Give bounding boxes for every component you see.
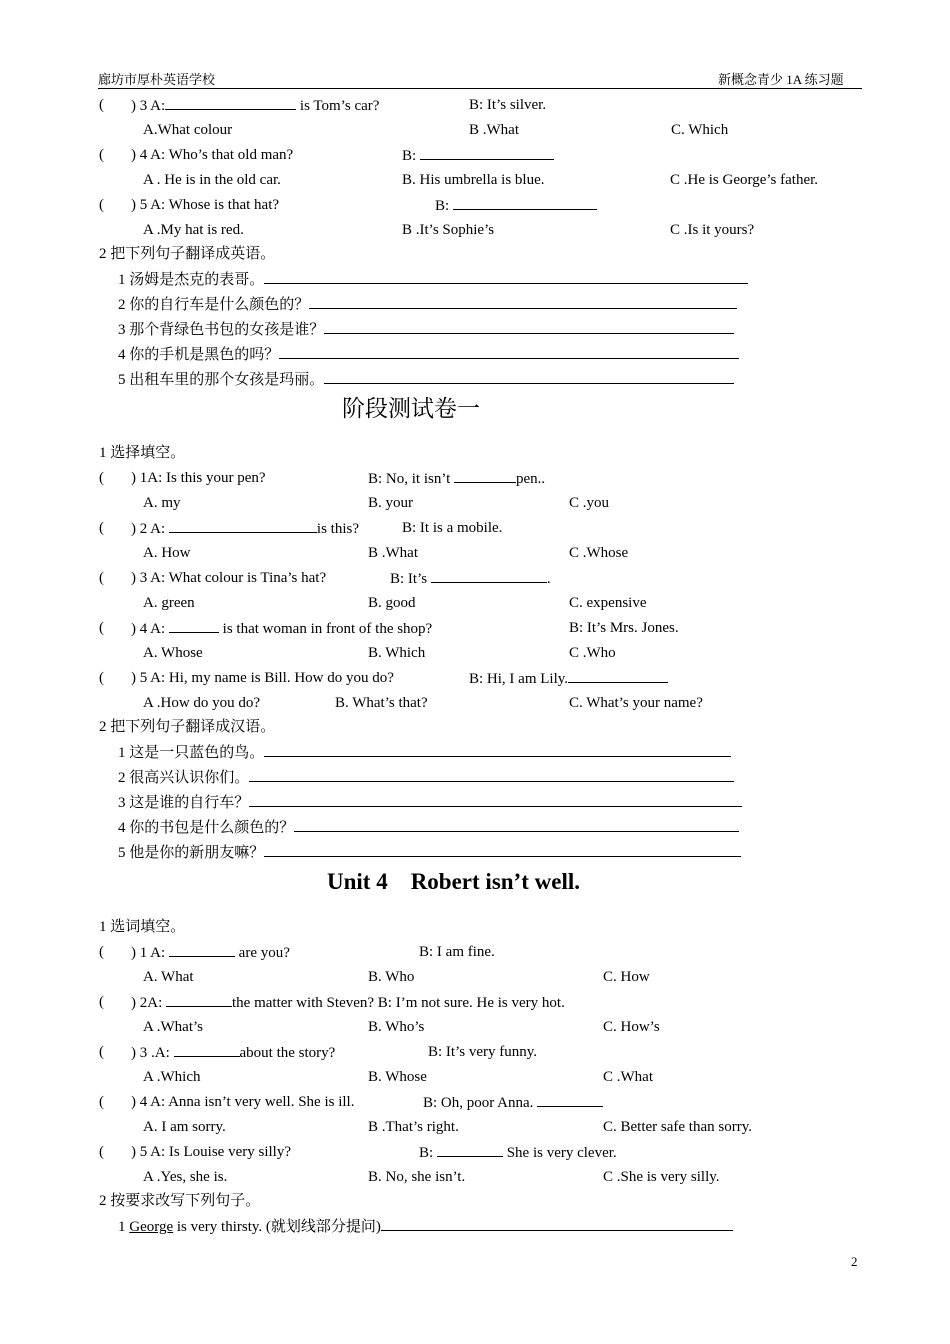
- option-a: A .How do you do?: [143, 695, 261, 711]
- option-b: B. Who’s: [368, 1019, 425, 1035]
- test1-title: 阶段测试卷一: [342, 396, 480, 421]
- option-b: B. Who: [368, 969, 415, 985]
- response-text: B: It’s Mrs. Jones.: [569, 620, 679, 636]
- option-c: C. What’s your name?: [569, 695, 703, 711]
- underlined-word: George: [129, 1219, 174, 1235]
- answer-line[interactable]: [249, 793, 742, 807]
- answer-bracket[interactable]: (: [99, 994, 104, 1010]
- question-text: ) 5 A: Hi, my name is Bill. How do you do?: [131, 670, 394, 686]
- question-text: ) 5 A: Is Louise very silly?: [131, 1144, 291, 1160]
- unit4-part1-title: 1 选词填空。: [99, 919, 186, 935]
- option-b: B. His umbrella is blue.: [402, 172, 545, 188]
- header-divider: [98, 88, 862, 89]
- response-text: B: It’s .: [390, 571, 551, 587]
- question-text: ) 4 A: Who’s that old man?: [131, 147, 294, 163]
- option-c: C .She is very silly.: [603, 1169, 720, 1185]
- translation-item: 5 他是你的新朋友嘛？: [118, 843, 741, 862]
- answer-blank[interactable]: [454, 469, 516, 483]
- answer-bracket[interactable]: (: [99, 197, 104, 213]
- option-b: B. good: [368, 595, 416, 611]
- option-a: A.What colour: [143, 122, 233, 138]
- option-b: B. What’s that?: [335, 695, 428, 711]
- answer-bracket[interactable]: (: [99, 147, 104, 163]
- question-text: ) 1A: Is this your pen?: [131, 470, 266, 486]
- option-b: B. your: [368, 495, 413, 511]
- option-c: C .Who: [569, 645, 616, 661]
- answer-blank[interactable]: [174, 1043, 240, 1057]
- option-a: A .Which: [143, 1069, 201, 1085]
- response-text: B: No, it isn’t pen..: [368, 471, 546, 487]
- test1-part1-title: 1 选择填空。: [99, 445, 186, 461]
- option-b: B. Which: [368, 645, 426, 661]
- answer-line[interactable]: [264, 743, 731, 757]
- option-a: A . He is in the old car.: [143, 172, 281, 188]
- response-text: B: She is very clever.: [419, 1145, 617, 1161]
- answer-bracket[interactable]: (: [99, 620, 104, 636]
- option-c: C .you: [569, 495, 610, 511]
- question-text: ) 1 A: are you?: [131, 945, 290, 961]
- page-number: 2: [851, 1254, 858, 1269]
- option-b: B. Whose: [368, 1069, 427, 1085]
- option-c: C. How: [603, 969, 650, 985]
- answer-bracket[interactable]: (: [99, 670, 104, 686]
- translation-item: 1 汤姆是杰克的表哥。: [118, 270, 748, 289]
- option-c: C. expensive: [569, 595, 647, 611]
- translation-item: 2 很高兴认识你们。: [118, 768, 734, 787]
- answer-line[interactable]: [249, 768, 734, 782]
- question-text: ) 4 A: is that woman in front of the shop?: [131, 621, 433, 637]
- question-text: ) 2A: the matter with Steven? B: I’m not sure. He is very hot.: [131, 995, 565, 1011]
- option-a: A .Yes, she is.: [143, 1169, 228, 1185]
- option-a: A. my: [143, 495, 181, 511]
- response-text: B: It’s silver.: [469, 97, 547, 113]
- answer-line[interactable]: [294, 818, 739, 832]
- answer-line[interactable]: [264, 843, 741, 857]
- option-a: A. I am sorry.: [143, 1119, 226, 1135]
- question-text: ) 4 A: Anna isn’t very well. She is ill.: [131, 1094, 355, 1110]
- answer-bracket[interactable]: (: [99, 944, 104, 960]
- answer-blank[interactable]: [437, 1143, 503, 1157]
- translation-item: 4 你的书包是什么颜色的？: [118, 818, 739, 837]
- option-c: C .What: [603, 1069, 653, 1085]
- test1-part2-title: 2 把下列句子翻译成汉语。: [99, 719, 276, 735]
- answer-line[interactable]: [279, 345, 739, 359]
- response-text: B: Oh, poor Anna.: [423, 1093, 603, 1112]
- question-text: ) 3 A: What colour is Tina’s hat?: [131, 570, 327, 586]
- answer-bracket[interactable]: (: [99, 1094, 104, 1110]
- answer-bracket[interactable]: (: [99, 1144, 104, 1160]
- response-text: B:: [435, 196, 597, 215]
- sec0-part2-title: 2 把下列句子翻译成英语。: [99, 246, 276, 262]
- answer-blank[interactable]: [420, 146, 554, 160]
- response-text: B: It’s very funny.: [428, 1044, 538, 1060]
- option-a: A .What’s: [143, 1019, 203, 1035]
- unit4-title: Unit 4 Robert isn’t well.: [327, 869, 580, 894]
- option-c: C. How’s: [603, 1019, 660, 1035]
- translation-item: 5 出租车里的那个女孩是玛丽。: [118, 370, 734, 389]
- answer-blank[interactable]: [169, 519, 317, 533]
- option-c: C .Whose: [569, 545, 629, 561]
- translation-item: 1 这是一只蓝色的鸟。: [118, 743, 731, 762]
- answer-line[interactable]: [381, 1217, 733, 1231]
- option-b: B. No, she isn’t.: [368, 1169, 466, 1185]
- answer-blank[interactable]: [166, 993, 232, 1007]
- response-text: B: Hi, I am Lily.: [469, 669, 668, 688]
- translation-item: 3 那个背绿色书包的女孩是谁？: [118, 320, 734, 339]
- response-text: B:: [402, 146, 554, 165]
- question-text: ) 3 A: is Tom’s car?: [131, 98, 380, 114]
- response-text: B: It is a mobile.: [402, 520, 503, 536]
- answer-blank[interactable]: [453, 196, 597, 210]
- option-a: A. Whose: [143, 645, 203, 661]
- answer-blank[interactable]: [165, 96, 296, 110]
- answer-bracket[interactable]: (: [99, 1044, 104, 1060]
- question-text: ) 3 .A: about the story?: [131, 1045, 336, 1061]
- rewrite-item: 1 George is very thirsty. (就划线部分提问): [118, 1217, 733, 1236]
- option-a: A .My hat is red.: [143, 222, 244, 238]
- answer-line[interactable]: [324, 370, 734, 384]
- answer-line[interactable]: [264, 270, 748, 284]
- question-text: ) 2 A: is this?: [131, 521, 360, 537]
- unit4-part2-title: 2 按要求改写下列句子。: [99, 1193, 261, 1209]
- option-b: B .What: [368, 545, 418, 561]
- answer-line[interactable]: [309, 295, 737, 309]
- option-a: A. How: [143, 545, 191, 561]
- answer-line[interactable]: [324, 320, 734, 334]
- option-a: A. What: [143, 969, 194, 985]
- option-c: C .Is it yours?: [670, 222, 755, 238]
- answer-bracket[interactable]: (: [99, 97, 104, 113]
- translation-item: 3 这是谁的自行车？: [118, 793, 742, 812]
- header-course-title: 新概念青少 1A 练习题: [718, 72, 844, 87]
- answer-blank[interactable]: [431, 569, 547, 583]
- option-b: B .It’s Sophie’s: [402, 222, 495, 238]
- option-c: C. Which: [671, 122, 729, 138]
- answer-blank[interactable]: [169, 619, 219, 633]
- response-text: B: I am fine.: [419, 944, 495, 960]
- translation-item: 2 你的自行车是什么颜色的？: [118, 295, 737, 314]
- option-b: B .What: [469, 122, 519, 138]
- answer-bracket[interactable]: (: [99, 570, 104, 586]
- translation-item: 4 你的手机是黑色的吗？: [118, 345, 739, 364]
- option-a: A. green: [143, 595, 195, 611]
- answer-bracket[interactable]: (: [99, 520, 104, 536]
- option-c: C .He is George’s father.: [670, 172, 819, 188]
- answer-blank[interactable]: [169, 943, 235, 957]
- option-b: B .That’s right.: [368, 1119, 459, 1135]
- answer-bracket[interactable]: (: [99, 470, 104, 486]
- answer-blank[interactable]: [568, 669, 668, 683]
- question-text: ) 5 A: Whose is that hat?: [131, 197, 280, 213]
- header-school-name: 廊坊市厚朴英语学校: [98, 72, 216, 87]
- option-c: C. Better safe than sorry.: [603, 1119, 752, 1135]
- answer-blank[interactable]: [537, 1093, 603, 1107]
